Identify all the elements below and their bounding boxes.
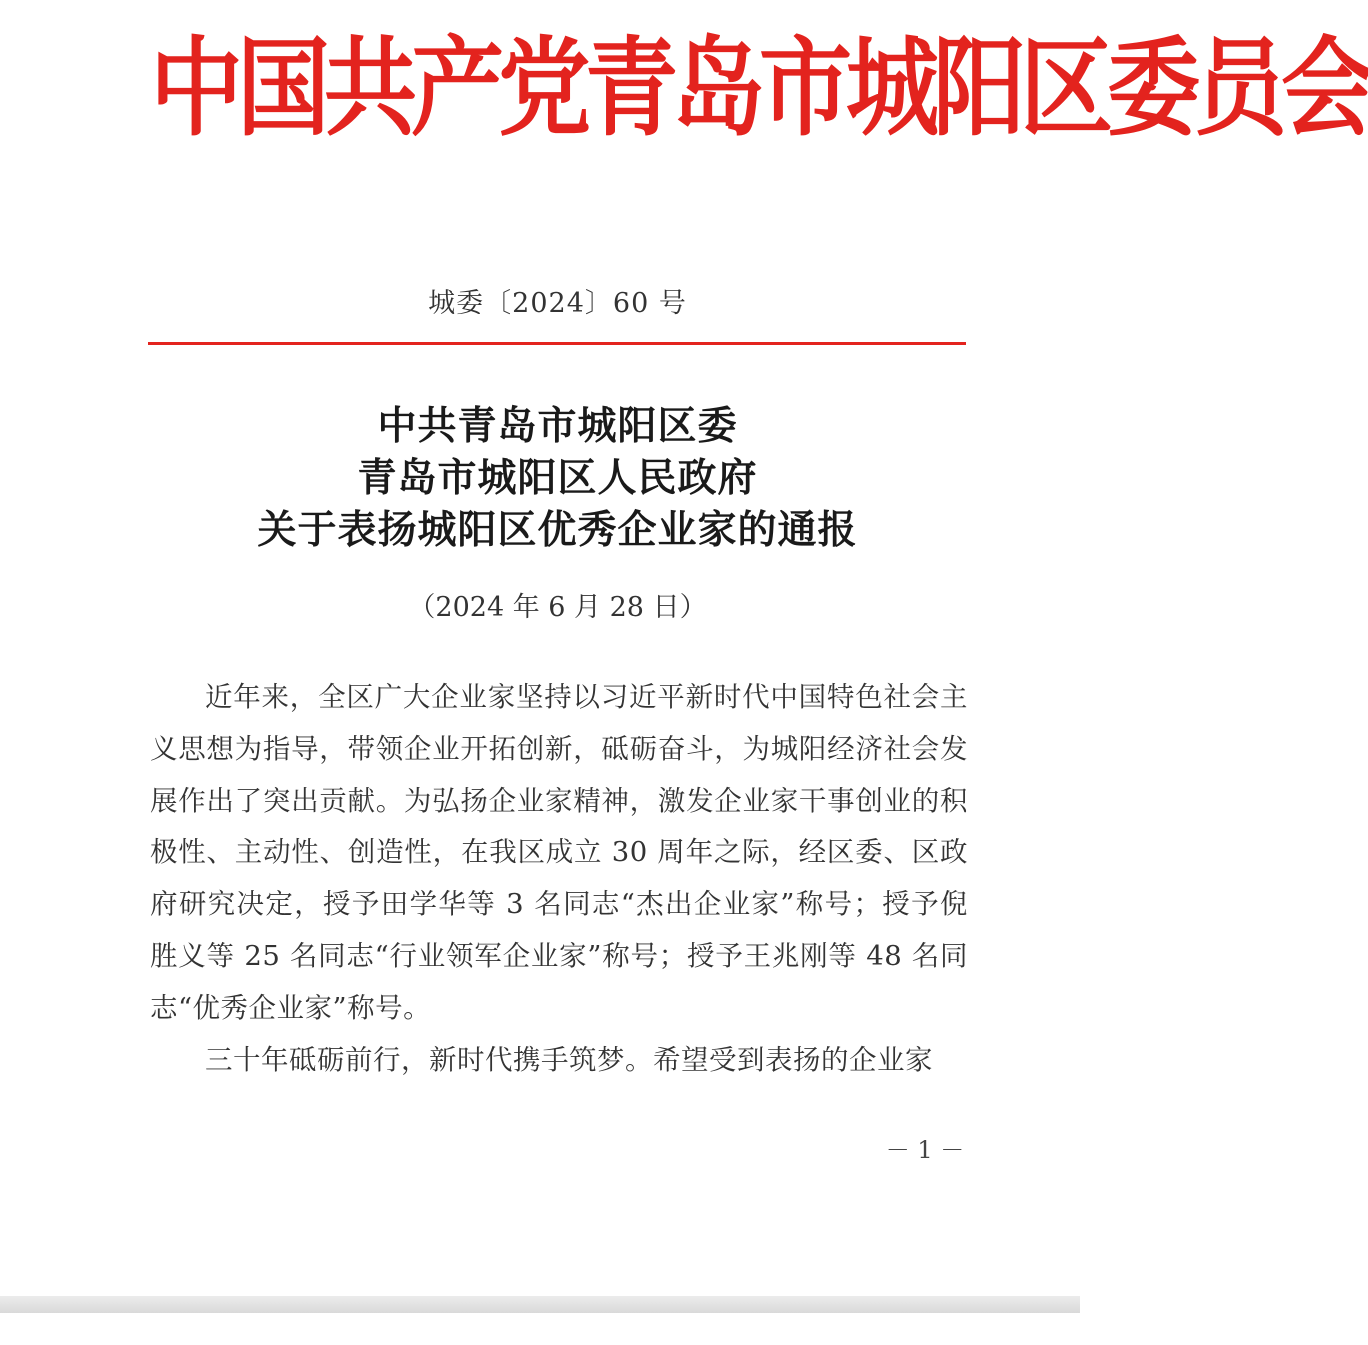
document-number: 城委〔2024〕60 号	[428, 288, 687, 319]
masthead: 中国共产党青岛市城阳区委员会	[150, 25, 1368, 151]
next-page-edge	[0, 1313, 1080, 1345]
document-title	[150, 400, 965, 556]
document-date: （2024 年 6 月 28 日）	[408, 592, 707, 623]
page-number: － 1 －	[885, 1136, 965, 1164]
title-line-1: 中共青岛市城阳区委	[377, 403, 738, 449]
page-separator	[0, 1296, 1080, 1313]
red-divider	[148, 342, 966, 345]
title-line-2: 青岛市城阳区人民政府	[357, 455, 758, 501]
body-paragraph-2: 三十年砥砺前行，新时代携手筑梦。希望受到表扬的企业家	[205, 1043, 933, 1076]
body-paragraph-1: 近年来，全区广大企业家坚持以习近平新时代中国特色社会主义思想为指导，带领企业开拓创新，砥砺奋斗，为城阳经济社会发展作出了突出贡献。为弘扬企业家精神，激发企业家干事创业的积极性、主动性、创造性，在我区成立 30 周年之际，经区委、区政府研究决定，授予田学华等 3 名同志“杰出企业家”称号；授予倪胜义等 25 名同志“行业领军企业家”称号；授予王兆刚等 48 名同志“优秀企业家”称号。	[150, 681, 968, 1024]
document-body	[150, 672, 968, 1086]
title-line-3: 关于表扬城阳区优秀企业家的通报	[257, 507, 858, 553]
